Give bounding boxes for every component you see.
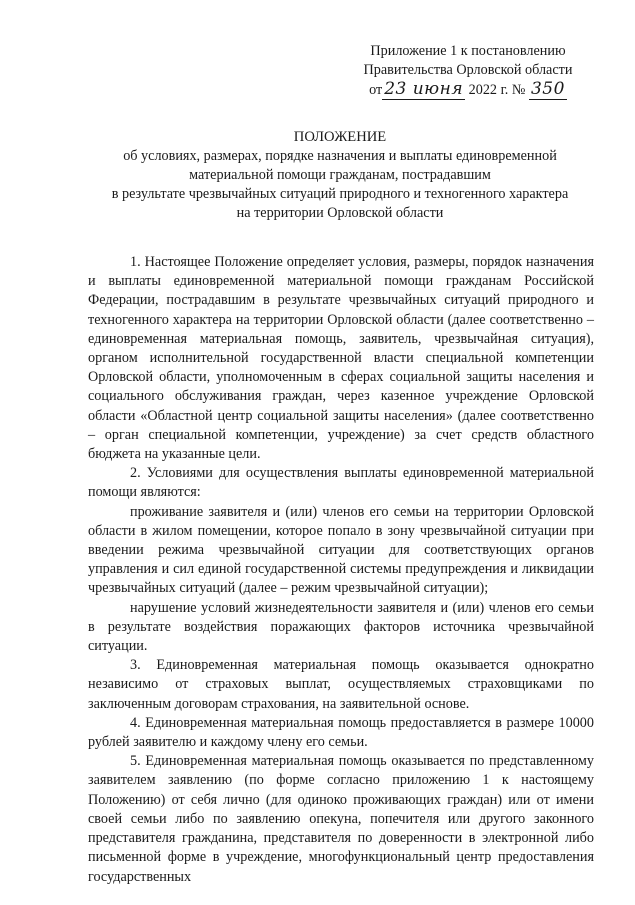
- paragraph-1: 1. Настоящее Положение определяет условия, размеры, порядок назначения и выплаты единовременной материальной помощи гражданам Российской Федерации, пострадавшим в результате чрезвычайных ситуаций природного и техногенного характера на территории Орловской области (далее соответственно – единовременная материальная помощь, заявитель, чрезвычайная ситуация), органом исполнительной государственной власти специальной компетенции Орловской области, уполномоченным в сферах социальной защиты населения и социального обслуживания граждан, через казенное учреждение Орловской области «Областной центр социальной защиты населения» (далее соответственно – орган специальной компетенции, учреждение) за счет средств областного бюджета на указанные цели.: [88, 254, 594, 463]
- paragraph-5: 5. Единовременная материальная помощь оказывается по представленному заявителем заявлению (по форме согласно приложению 1 к настоящему Положению) от себя лично (для одиноко проживающих граждан) или от имени своей семьи либо по заявлению опекуна, попечителя или другого законного представителя гражданина, представителя по доверенности в электронной либо письменной форме в учреждение, многофункциональный центр предоставления государственных: [88, 753, 594, 885]
- paragraph-3: 3. Единовременная материальная помощь оказывается однократно независимо от страховых выплат, осуществляемых страховщиками по заключенным договорам страхования, на заявительной основе.: [88, 657, 594, 712]
- document-body: [88, 253, 594, 887]
- appendix-header: [338, 42, 598, 100]
- condition-residence: проживание заявителя и (или) членов его семьи на территории Орловской области в жилом помещении, которое попало в зону чрезвычайной ситуации при введении режима чрезвычайной ситуации для соответствующих органов управления и сил единой государственной системы предупреждения и ликвидации чрезвычайных ситуаций (далее – режим чрезвычайной ситуации);: [88, 503, 594, 597]
- handwritten-date: 23 июня: [384, 79, 464, 99]
- appendix-line-2: Правительства Орловской области: [363, 62, 573, 78]
- paragraph-2: 2. Условиями для осуществления выплаты единовременной материальной помощи являются:: [88, 465, 594, 501]
- title-line: на территории Орловской области: [236, 205, 444, 221]
- date-suffix: 2022 г. №: [468, 82, 526, 98]
- condition-disruption: нарушение условий жизнедеятельности заявителя и (или) членов его семьи в результате воздействия поражающих факторов источника чрезвычайной ситуации.: [88, 599, 594, 655]
- title-line: материальной помощи гражданам, пострадавшим: [189, 167, 491, 183]
- appendix-date-line: [338, 80, 598, 100]
- paragraph-4: 4. Единовременная материальная помощь предоставляется в размере 10000 рублей заявителю и каждому члену его семьи.: [88, 714, 594, 751]
- title-line: об условиях, размерах, порядке назначения и выплаты единовременной: [123, 148, 557, 164]
- appendix-line-1: Приложение 1 к постановлению: [370, 43, 566, 59]
- title-line: в результате чрезвычайных ситуаций природного и техногенного характера: [111, 186, 569, 202]
- document-title: ПОЛОЖЕНИЕ: [293, 129, 387, 145]
- handwritten-number: 350: [530, 79, 565, 99]
- date-prefix: от: [369, 82, 383, 98]
- document-title-block: [40, 128, 635, 223]
